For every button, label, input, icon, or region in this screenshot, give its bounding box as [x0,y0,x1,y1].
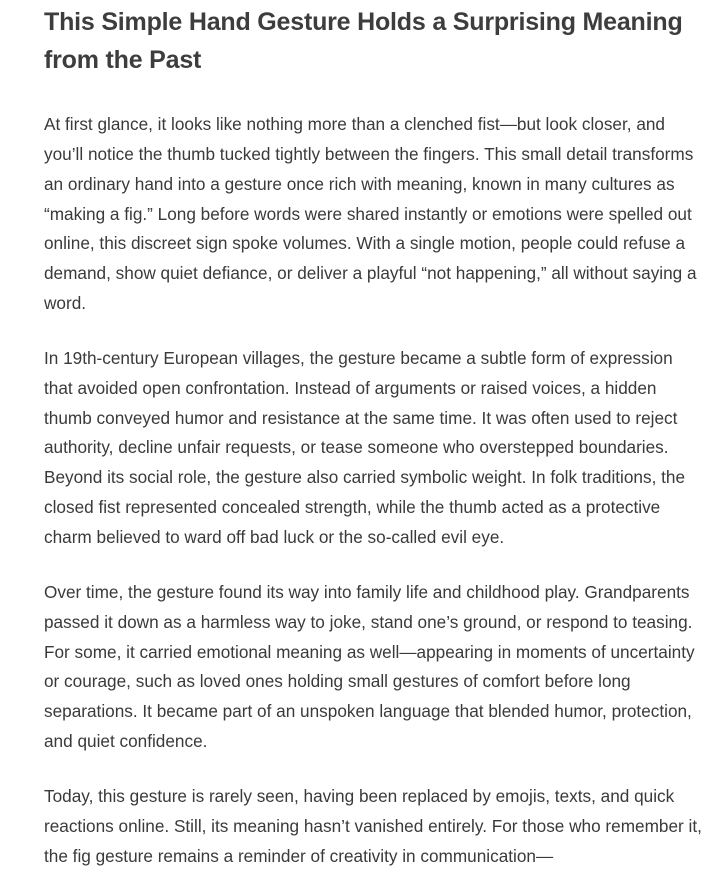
article [44,0,704,871]
article-paragraph-1: At first glance, it looks like nothing more than a clenched fist—but look closer, and you’ll notice the thumb tucked tightly between the fingers. This small detail transforms an ordinary hand into a gesture once rich with meaning, known in many cultures as “making a fig.” Long before words were shared instantly or emotions were spelled out online, this discreet sign spoke volumes. With a single motion, people could refuse a demand, show quiet defiance, or deliver a playful “not happening,” all without saying a word. [44,114,697,314]
article-title: This Simple Hand Gesture Holds a Surprising Meaning from the Past [44,8,683,74]
article-paragraph-2: In 19th-century European villages, the gesture became a subtle form of expression that avoided open confrontation. Instead of arguments or raised voices, a hidden thumb conveyed humor and resistance at the same time. It was often used to reject authority, decline unfair requests, or tease someone who overstepped boundaries. Beyond its social role, the gesture also carried symbolic weight. In folk traditions, the closed fist represented concealed strength, while the thumb acted as a protective charm believed to ward off bad luck or the so-called evil eye. [44,347,686,547]
article-paragraph-4: Today, this gesture is rarely seen, having been replaced by emojis, texts, and quick reactions online. Still, its meaning hasn’t vanished entirely. For those who remember it, the fig gesture remains a reminder of creativity in communication— [44,785,702,866]
article-paragraph-3: Over time, the gesture found its way into family life and childhood play. Grandparents passed it down as a harmless way to joke, stand one’s ground, or respond to teasing. For some, it carried emotional meaning as well—appearing in moments of uncertainty or courage, such as loved ones holding small gestures of comfort before long separations. It became part of an unspoken language that blended humor, protection, and quiet confidence. [44,581,695,752]
